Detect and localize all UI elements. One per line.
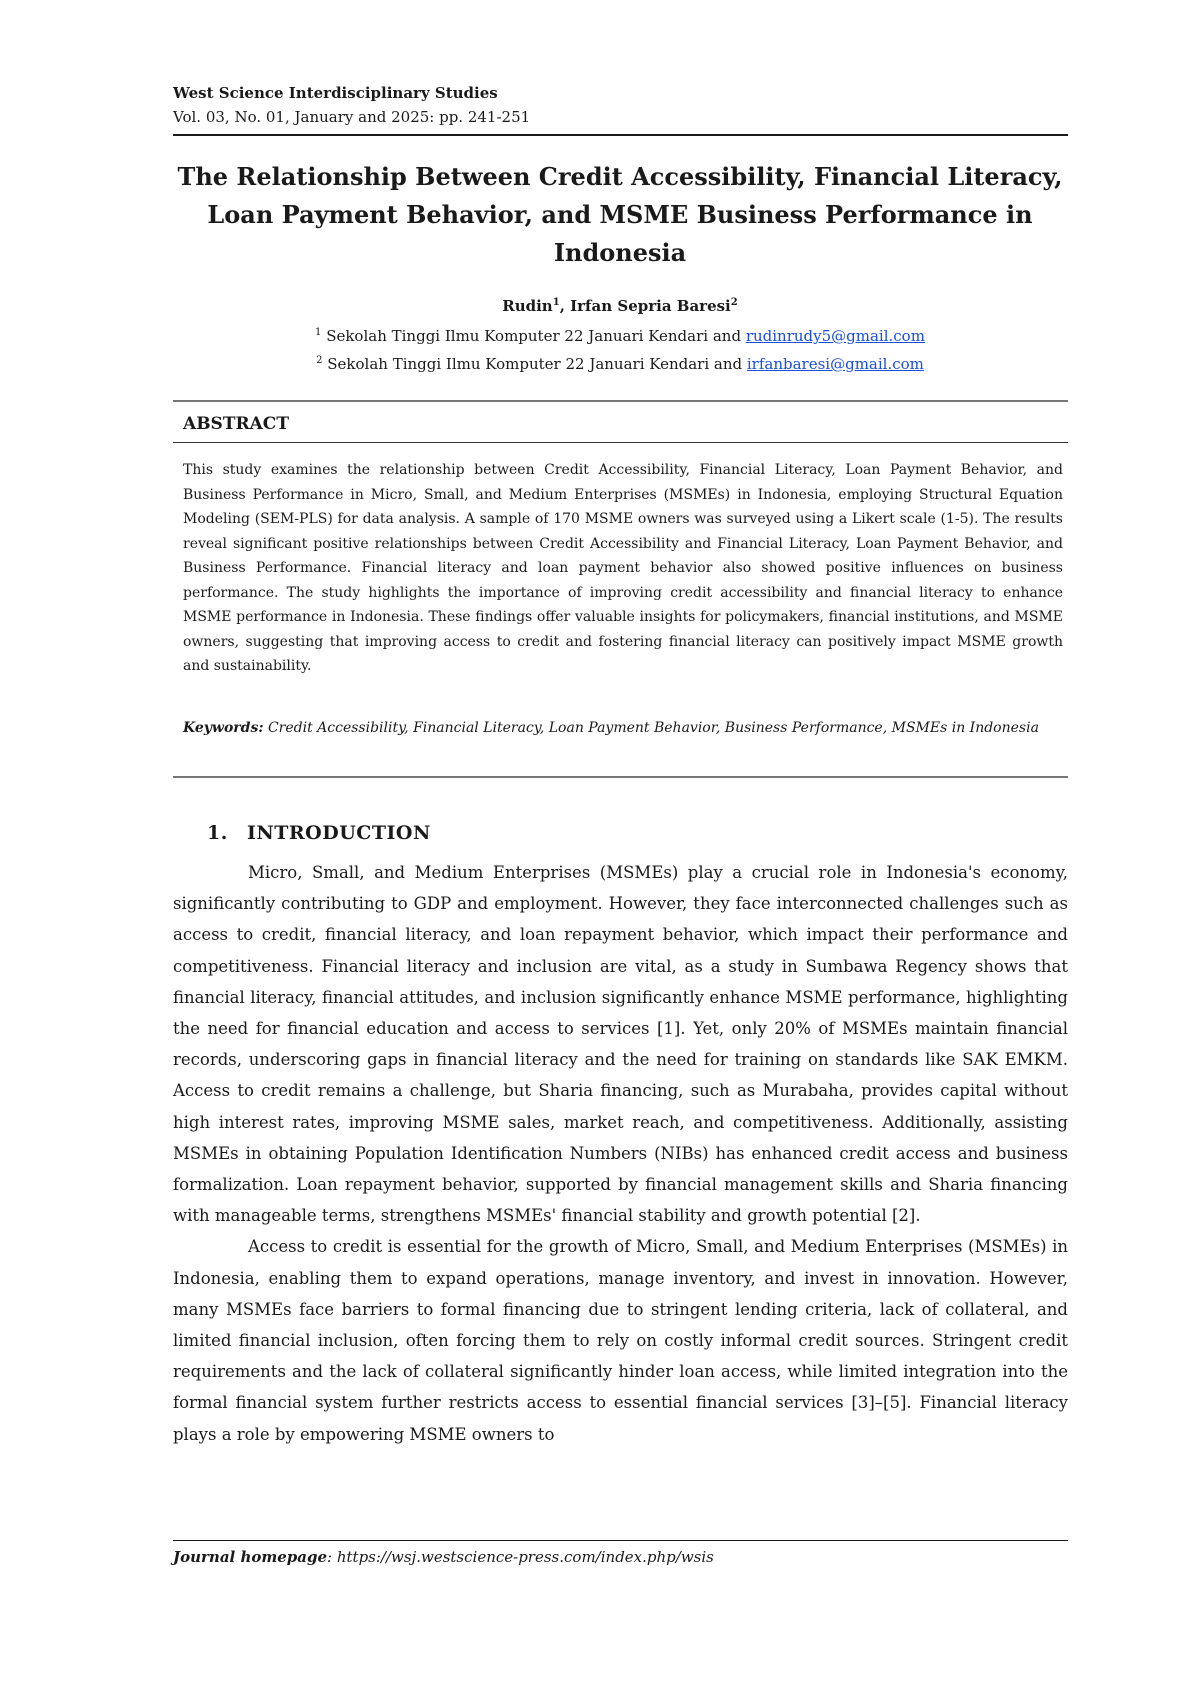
- paper-title: [160, 158, 1080, 272]
- author-name: Rudin: [502, 297, 553, 315]
- author-superscript: 1: [552, 297, 560, 308]
- keywords: [183, 716, 1063, 741]
- author-name: Irfan Sepria Baresi: [570, 297, 731, 315]
- author-separator: ,: [559, 297, 571, 315]
- section-body: [173, 857, 1068, 1450]
- keywords-list: Credit Accessibility, Financial Literacy, Loan Payment Behavior, Business Performance, MSMEs in Indonesia: [263, 720, 1039, 736]
- section-number: 1.: [207, 822, 228, 844]
- affiliation: [0, 355, 1200, 373]
- author-list: [0, 297, 1200, 315]
- footer-url: : https://wsj.westscience-press.com/index.php/wsis: [327, 1548, 714, 1566]
- abstract-text: This study examines the relationship between Credit Accessibility, Financial Literacy, Loan Payment Behavior, and Business Performance in Micro, Small, and Medium Enterprises (MSMEs) in Indonesia, employing Structural Equation Modeling (SEM-PLS) for data analysis. A sample of 170 MSME owners was surveyed using a Likert scale (1-5). The results reveal significant positive relationships between Credit Accessibility and Financial Literacy, Loan Payment Behavior, and Business Performance. Financial literacy and loan payment behavior also showed positive influences on business performance. The study highlights the importance of improving credit accessibility and financial literacy to enhance MSME performance in Indonesia. These findings offer valuable insights for policymakers, financial institutions, and MSME owners, suggesting that improving access to credit and fostering financial literacy can positively impact MSME growth and sustainability.: [183, 462, 1063, 674]
- journal-homepage-footer: [173, 1548, 714, 1566]
- email-link[interactable]: rudinrudy5@gmail.com: [745, 327, 925, 345]
- email-link[interactable]: irfanbaresi@gmail.com: [746, 355, 924, 373]
- affiliation-text: Sekolah Tinggi Ilmu Komputer 22 Januari Kendari and: [322, 355, 747, 373]
- section-title: INTRODUCTION: [247, 822, 431, 844]
- title-line-2: Loan Payment Behavior, and MSME Business Performance in: [207, 200, 1033, 229]
- body-paragraph: Micro, Small, and Medium Enterprises (MSMEs) play a crucial role in Indonesia's economy, significantly contributing to GDP and employment. However, they face interconnected challenges such as access to credit, financial literacy, and loan repayment behavior, which impact their performance and competitiveness. Financial literacy and inclusion are vital, as a study in Sumbawa Regency shows that financial literacy, financial attitudes, and inclusion significantly enhance MSME performance, highlighting the need for financial education and access to services [1]. Yet, only 20% of MSMEs maintain financial records, underscoring gaps in financial literacy and the need for training on standards like SAK EMKM. Access to credit remains a challenge, but Sharia financing, such as Murabaha, provides capital without high interest rates, improving MSME sales, market reach, and competitiveness. Additionally, assisting MSMEs in obtaining Population Identification Numbers (NIBs) has enhanced credit access and business formalization. Loan repayment behavior, supported by financial management skills and Sharia financing with manageable terms, strengthens MSMEs' financial stability and growth potential [2].: [173, 863, 1068, 1226]
- affiliation: [0, 327, 1200, 345]
- abstract-heading-rule: [173, 442, 1068, 443]
- author-superscript: 2: [730, 297, 738, 308]
- keywords-label: Keywords:: [183, 720, 264, 736]
- header-rule: [173, 134, 1068, 136]
- title-line-3: Indonesia: [553, 238, 687, 267]
- journal-name: West Science Interdisciplinary Studies: [173, 84, 498, 102]
- title-line-1: The Relationship Between Credit Accessibility, Financial Literacy,: [177, 162, 1063, 191]
- affiliation-superscript: 2: [316, 355, 323, 366]
- footer-label: Journal homepage: [173, 1548, 328, 1566]
- abstract-heading: ABSTRACT: [183, 414, 289, 434]
- affiliation-superscript: 1: [315, 327, 322, 338]
- affiliation-text: Sekolah Tinggi Ilmu Komputer 22 Januari Kendari and: [321, 327, 746, 345]
- section-heading: [207, 822, 431, 844]
- abstract-top-rule: [173, 400, 1068, 402]
- body-paragraph: Access to credit is essential for the growth of Micro, Small, and Medium Enterprises (MSMEs) in Indonesia, enabling them to expand operations, manage inventory, and invest in innovation. However, many MSMEs face barriers to formal financing due to stringent lending criteria, lack of collateral, and limited financial inclusion, often forcing them to rely on costly informal credit sources. Stringent credit requirements and the lack of collateral significantly hinder loan access, while limited integration into the formal financial system further restricts access to essential financial services [3]–[5]. Financial literacy plays a role by empowering MSME owners to: [173, 1237, 1068, 1444]
- journal-volume: Vol. 03, No. 01, January and 2025: pp. 241-251: [173, 108, 531, 126]
- footer-rule: [173, 1540, 1068, 1541]
- abstract-bottom-rule: [173, 776, 1068, 778]
